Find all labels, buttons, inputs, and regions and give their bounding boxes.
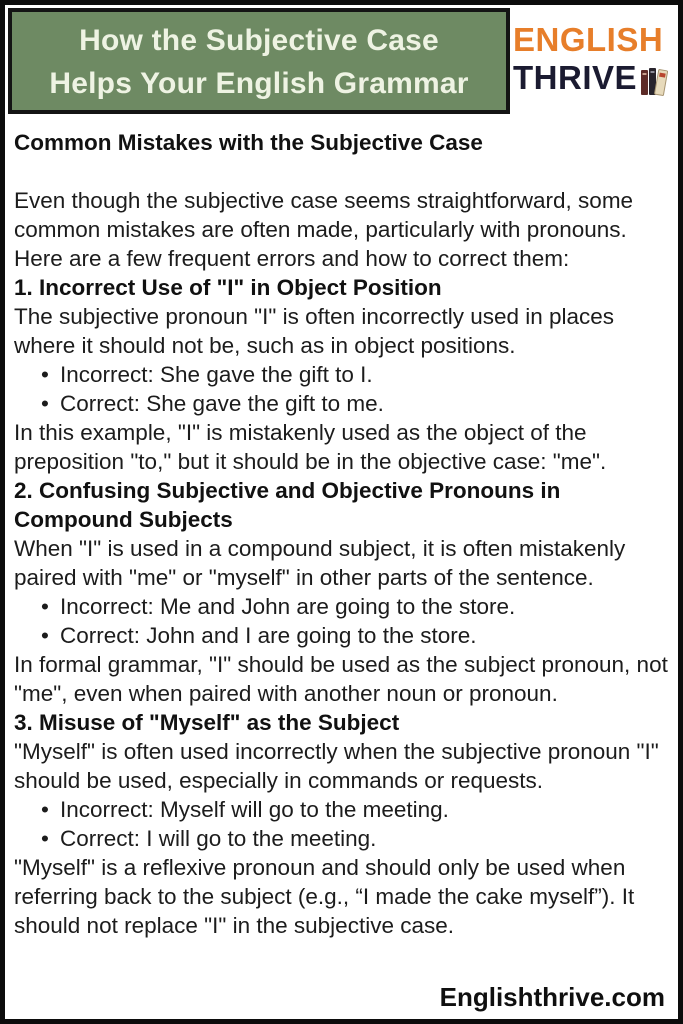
section-2 xyxy=(14,476,668,708)
title-banner xyxy=(8,8,510,114)
logo-word-english: ENGLISH xyxy=(513,21,664,58)
site-name: Englishthrive.com xyxy=(439,982,665,1012)
bullet-incorrect: • Incorrect: Me and John are going to the store. xyxy=(14,592,668,621)
section-1-note: In this example, "I" is mistakenly used as the object of the preposition "to," but it should be in the objective case: "me". xyxy=(14,420,607,474)
section-3-bullet-list xyxy=(14,795,668,853)
section-1-bullet-list xyxy=(14,360,668,418)
section-2-note: In formal grammar, "I" should be used as the subject pronoun, not "me", even when paired with another noun or pronoun. xyxy=(14,652,668,706)
section-2-heading: 2. Confusing Subjective and Objective Pronouns in Compound Subjects xyxy=(14,478,561,532)
footer xyxy=(440,982,665,1013)
section-3-note: "Myself" is a reflexive pronoun and should only be used when referring back to the subject (e.g., “I made the cake myself”). It should not replace "I" in the subjective case. xyxy=(14,855,635,938)
section-2-bullet-list xyxy=(14,592,668,650)
article xyxy=(5,117,678,940)
logo-word-thrive: THRIVE xyxy=(513,59,638,96)
intro-paragraph: Even though the subjective case seems straightforward, some common mistakes are often made, particularly with pronouns. Here are a few frequent errors and how to correct them: xyxy=(14,188,634,271)
article-heading: Common Mistakes with the Subjective Case xyxy=(14,130,483,155)
section-3-heading: 3. Misuse of "Myself" as the Subject xyxy=(14,710,400,735)
bullet-correct: • Correct: She gave the gift to me. xyxy=(14,389,668,418)
brand-logo xyxy=(513,23,678,94)
section-2-body: When "I" is used in a compound subject, it is often mistakenly paired with "me" or "myself" in other parts of the sentence. xyxy=(14,536,626,590)
bullet-correct: • Correct: I will go to the meeting. xyxy=(14,824,668,853)
section-3-body: "Myself" is often used incorrectly when the subjective pronoun "I" should be used, especially in commands or requests. xyxy=(14,739,659,793)
bullet-incorrect: • Incorrect: She gave the gift to I. xyxy=(14,360,668,389)
section-1 xyxy=(14,273,668,476)
page-title-line2: Helps Your English Grammar xyxy=(49,67,469,100)
page-title-line1: How the Subjective Case xyxy=(79,24,439,57)
logo-word-thrive-row xyxy=(513,61,678,94)
section-3 xyxy=(14,708,668,940)
section-1-heading: 1. Incorrect Use of "I" in Object Position xyxy=(14,275,442,300)
bullet-correct: • Correct: John and I are going to the store. xyxy=(14,621,668,650)
section-1-body: The subjective pronoun "I" is often incorrectly used in places where it should not be, such as in object positions. xyxy=(14,304,615,358)
header xyxy=(5,5,678,117)
books-stack-icon xyxy=(640,65,668,96)
bullet-incorrect: • Incorrect: Myself will go to the meeting. xyxy=(14,795,668,824)
